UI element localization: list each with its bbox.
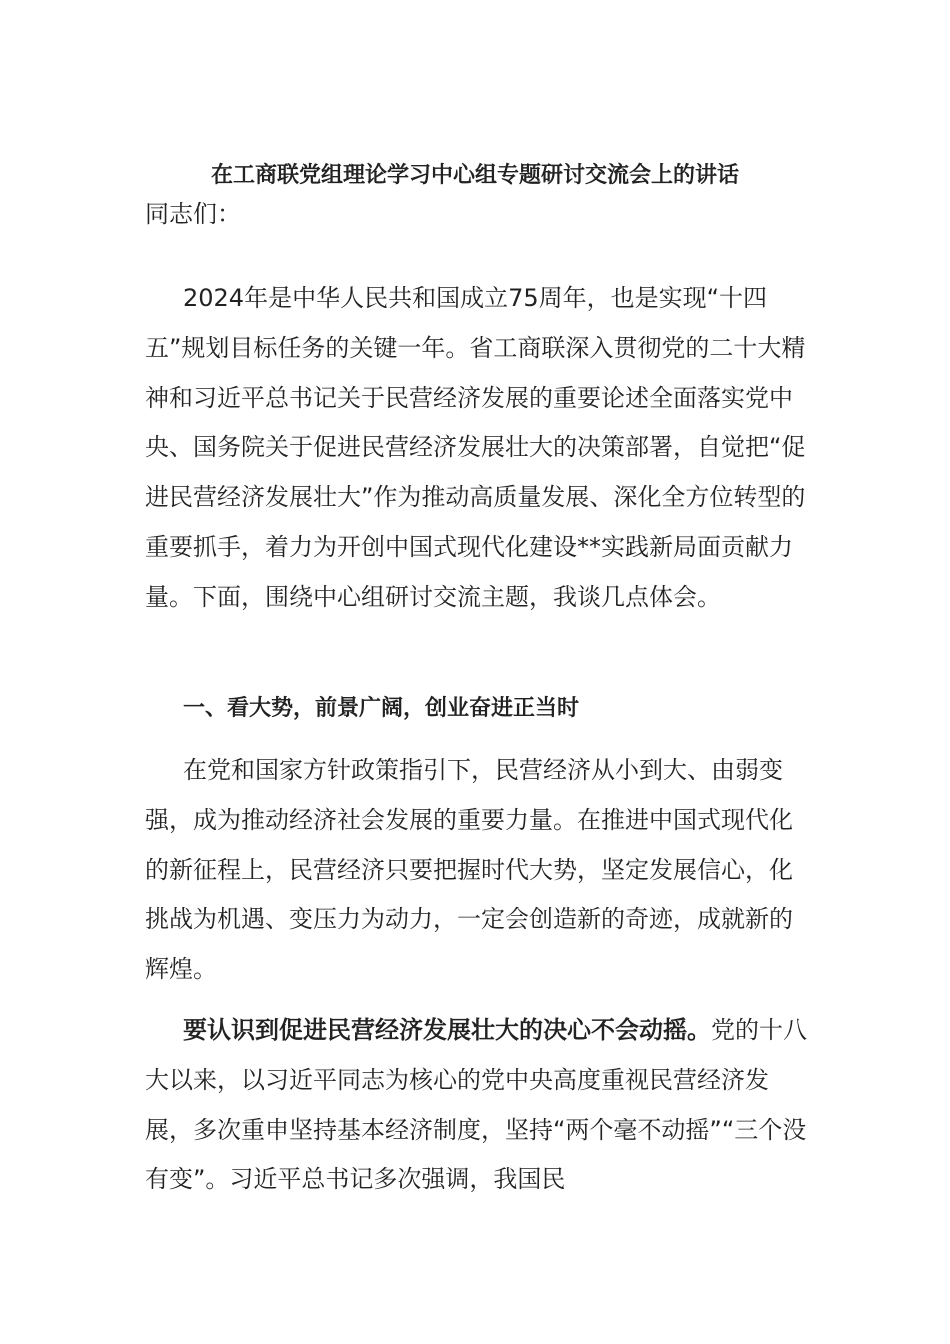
document-title: 在工商联党组理论学习中心组专题研讨交流会上的讲话 <box>210 163 739 188</box>
salutation: 同志们： <box>145 200 241 228</box>
paragraph-body-text: 党的十八大以来，以习近平同志为核心的党中央高度重视民营经济发展，多次重申坚持基本经济制度，坚持“两个毫不动摇”“三个没有变”。习近平总书记多次强调，我国民 <box>145 1016 807 1194</box>
paragraph-section1-intro: 在党和国家方针政策指引下，民营经济从小到大、由弱变强，成为推动经济社会发展的重要力量。在推进中国式现代化的新征程上，民营经济只要把握时代大势，坚定发展信心，化挑战为机遇、变压力为动力，一定会创造新的奇迹，成就新的辉煌。 <box>145 756 793 984</box>
paragraph-intro: 2024年是中华人民共和国成立75周年，也是实现“十四五”规划目标任务的关键一年。省工商联深入贯彻党的二十大精神和习近平总书记关于民营经济发展的重要论述全面落实党中央、国务院关于促进民营经济发展壮大的决策部署，自觉把“促进民营经济发展壮大”作为推动高质量发展、深化全方位转型的重要抓手，着力为开创中国式现代化建设**实践新局面贡献力量。下面，围绕中心组研讨交流主题，我谈几点体会。 <box>145 284 806 611</box>
paragraph-section1-point1 <box>145 1006 807 1205</box>
paragraph-lead-bold: 要认识到促进民营经济发展壮大的决心不会动摇。 <box>183 1016 711 1044</box>
section-heading-1: 一、看大势，前景广阔，创业奋进正当时 <box>183 696 580 721</box>
